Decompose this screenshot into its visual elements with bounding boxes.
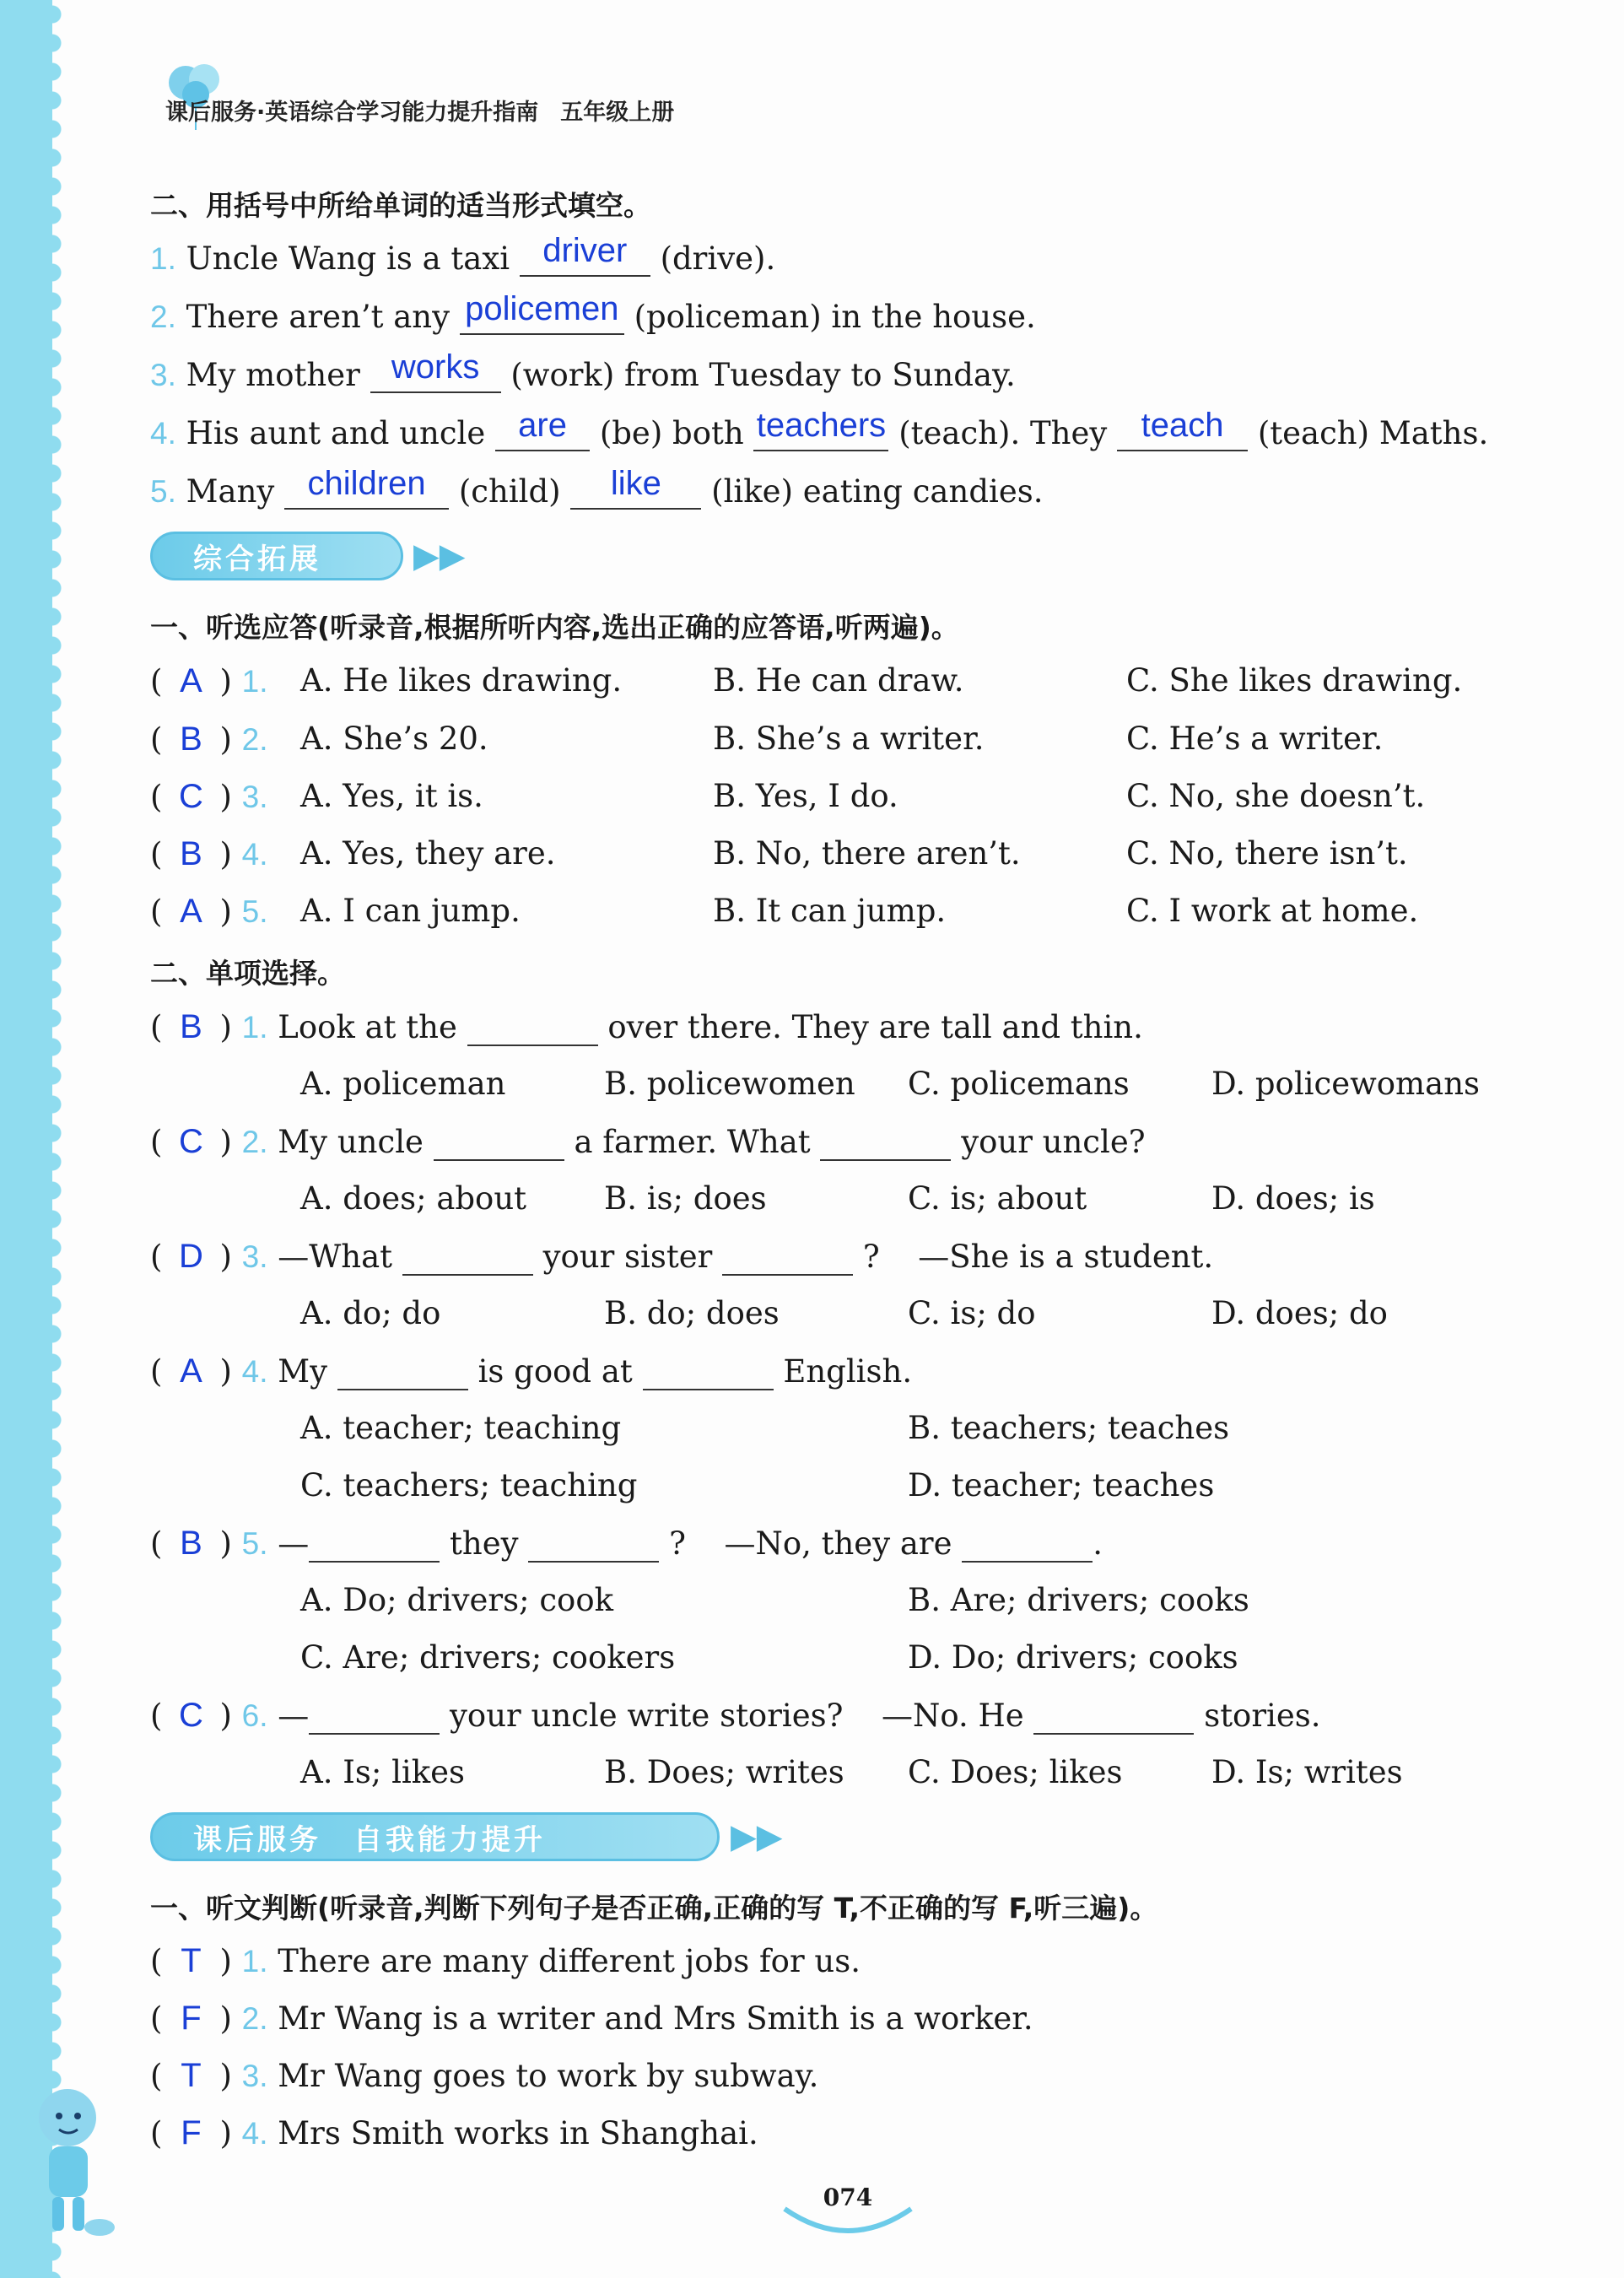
option-d: D. Is; writes: [1211, 1754, 1403, 1790]
answer-blank: [753, 407, 888, 451]
option-c: C. is; do: [908, 1295, 1036, 1331]
option-c: C. Are; drivers; cookers: [300, 1639, 676, 1676]
item-number: 3.: [150, 358, 176, 392]
option-c: C. Does; likes: [908, 1754, 1123, 1790]
option-d: D. Do; drivers; cooks: [908, 1639, 1238, 1676]
option-a: A. do; do: [300, 1295, 441, 1331]
question-text: —: [278, 1525, 310, 1562]
answer-text: D: [178, 1238, 203, 1275]
option-d: D. teacher; teaches: [908, 1467, 1215, 1503]
answer-blank: [570, 465, 701, 510]
item-number: 4.: [241, 1354, 268, 1389]
option-c: C. No, she doesn’t.: [1126, 778, 1426, 814]
answer-text: B: [180, 721, 202, 758]
page-number: 074: [823, 2184, 873, 2211]
answer-text: C: [178, 1123, 203, 1160]
question-text: English.: [783, 1353, 913, 1390]
item-text: (like) eating candies.: [711, 473, 1044, 510]
option-b: B. Yes, I do.: [713, 778, 898, 814]
option-b: B. It can jump.: [713, 893, 947, 929]
item-number: 1.: [150, 241, 176, 276]
blank-line: [528, 1529, 659, 1563]
item-text: There aren’t any: [186, 299, 451, 335]
section-heading-listen-judge: 一、听文判断(听录音,判断下列句子是否正确,正确的写 T,不正确的写 F,听三遍)。: [150, 1892, 1158, 1924]
question-text: ?: [669, 1525, 686, 1562]
section-heading-fill: 二、用括号中所给单词的适当形式填空。: [150, 189, 651, 222]
judge-item-4: ( F ) 4. Mrs Smith works in Shanghai.: [150, 2114, 758, 2151]
option-a: A. I can jump.: [300, 893, 521, 929]
blank-line: [962, 1529, 1093, 1563]
fill-item-1: [150, 232, 776, 277]
option-a: A. policeman: [300, 1066, 506, 1102]
blank-line: [467, 1012, 598, 1046]
fill-item-3: [150, 348, 1016, 393]
answer-blank: [460, 290, 624, 335]
answer-text: C: [178, 778, 203, 815]
blank-line: [820, 1127, 951, 1161]
listen-item-2: ( B ) 2.: [150, 721, 268, 758]
listen-item-1: ( A ) 1.: [150, 662, 268, 699]
stripe-wavy-edge: [52, 0, 71, 2278]
blank-line: [337, 1357, 468, 1390]
answer-text: are: [518, 407, 567, 444]
cartoon-child-icon: [15, 2076, 125, 2244]
option-c: C. I work at home.: [1126, 893, 1419, 929]
answer-blank: [520, 232, 650, 277]
option-a: A. teacher; teaching: [300, 1410, 622, 1446]
item-number: 4.: [150, 416, 176, 451]
item-number: 1.: [241, 1010, 268, 1045]
answer-text: B: [180, 1525, 202, 1562]
answer-text: T: [181, 1942, 202, 1979]
fill-item-4: [150, 407, 1489, 451]
section-heading-single-choice: 二、单项选择。: [150, 957, 345, 990]
option-a: A. does; about: [300, 1180, 527, 1217]
question-text: your sister: [542, 1239, 713, 1275]
option-b: B. She’s a writer.: [713, 721, 985, 757]
option-a: A. Yes, it is.: [300, 778, 483, 814]
question-text: —What: [278, 1239, 393, 1275]
section-heading-listen-choose: 一、听选应答(听录音,根据所听内容,选出正确的应答语,听两遍)。: [150, 611, 959, 644]
question-text: —No. He: [881, 1698, 1024, 1734]
option-a: A. Do; drivers; cook: [300, 1582, 614, 1618]
answer-text: B: [180, 835, 202, 872]
blank-line: [309, 1529, 440, 1563]
choice-question-3: ( D ) 3. —What your sister ? —She is a student.: [150, 1238, 1214, 1275]
item-number: 5.: [241, 1526, 268, 1561]
option-b: B. policewomen: [604, 1066, 855, 1102]
choice-question-5: ( B ) 5. — they ? —No, they are .: [150, 1525, 1103, 1562]
answer-text: C: [178, 1697, 203, 1734]
option-b: B. He can draw.: [713, 662, 964, 699]
option-c: C. He’s a writer.: [1126, 721, 1384, 757]
item-text: (teach) Maths.: [1257, 415, 1489, 451]
option-d: D. does; do: [1211, 1295, 1388, 1331]
question-text: a farmer. What: [574, 1124, 811, 1160]
question-text: your uncle write stories?: [450, 1698, 844, 1734]
item-text: (work) from Tuesday to Sunday.: [510, 357, 1016, 393]
option-c: C. is; about: [908, 1180, 1087, 1217]
question-text: your uncle?: [961, 1124, 1146, 1160]
answer-text: works: [391, 348, 480, 386]
item-text: (be) both: [599, 415, 744, 451]
listen-item-3: ( C ) 3.: [150, 778, 268, 815]
question-text: —No, they are: [724, 1525, 952, 1562]
question-text: .: [1093, 1525, 1103, 1562]
item-number: 4.: [241, 837, 268, 872]
question-text: My uncle: [278, 1124, 424, 1160]
item-number: 2.: [241, 2001, 268, 2036]
answer-text: B: [180, 1008, 202, 1045]
item-text: (policeman) in the house.: [634, 299, 1036, 335]
item-number: 5.: [150, 474, 176, 509]
answer-blank: [284, 465, 449, 510]
listen-item-4: ( B ) 4.: [150, 835, 268, 872]
answer-text: F: [181, 2114, 202, 2151]
item-text: (child): [458, 473, 561, 510]
choice-question-2: ( C ) 2. My uncle a farmer. What your uncle?: [150, 1123, 1146, 1160]
double-arrow-icon: ▶▶: [413, 537, 466, 575]
statement-text: Mrs Smith works in Shanghai.: [278, 2115, 758, 2151]
option-b: B. do; does: [604, 1295, 780, 1331]
question-text: stories.: [1204, 1698, 1321, 1734]
answer-blank: [1117, 407, 1248, 451]
page-number-arc-icon: [776, 2194, 920, 2244]
double-arrow-icon: ▶▶: [731, 1817, 783, 1856]
page-header: [165, 84, 674, 135]
item-number: 4.: [241, 2116, 268, 2151]
option-b: B. is; does: [604, 1180, 767, 1217]
answer-text: A: [180, 893, 202, 930]
option-c: C. teachers; teaching: [300, 1467, 638, 1503]
question-text: is good at: [477, 1353, 633, 1390]
question-text: ?: [862, 1239, 880, 1275]
option-a: A. Is; likes: [300, 1754, 466, 1790]
book-title: 课后服务·英语综合学习能力提升指南: [165, 99, 539, 126]
left-decorative-stripe: [0, 0, 52, 2278]
blank-line: [643, 1357, 774, 1390]
item-number: 3.: [241, 780, 268, 814]
item-text: Many: [186, 473, 275, 510]
item-number: 1.: [241, 664, 268, 699]
item-number: 3.: [241, 2059, 268, 2093]
fill-item-2: [150, 290, 1036, 335]
judge-item-1: ( T ) 1. There are many different jobs for us.: [150, 1942, 861, 1979]
item-number: 2.: [241, 722, 268, 757]
option-c: C. She likes drawing.: [1126, 662, 1463, 699]
grade-label: 五年级上册: [560, 99, 675, 126]
option-d: D. does; is: [1211, 1180, 1375, 1217]
statement-text: Mr Wang is a writer and Mrs Smith is a worker.: [278, 2000, 1033, 2037]
answer-blank: [495, 407, 590, 451]
answer-text: driver: [542, 232, 628, 269]
question-text: —: [278, 1698, 310, 1734]
item-text: (teach). They: [898, 415, 1108, 451]
option-a: A. He likes drawing.: [300, 662, 623, 699]
question-text: they: [450, 1525, 519, 1562]
item-number: 5.: [241, 894, 268, 929]
option-d: D. policewomans: [1211, 1066, 1481, 1102]
answer-text: teach: [1141, 407, 1224, 444]
item-number: 3.: [241, 1239, 268, 1274]
item-text: His aunt and uncle: [186, 415, 486, 451]
answer-text: A: [180, 662, 202, 699]
choice-question-6: ( C ) 6. — your uncle write stories? —No. He stories.: [150, 1697, 1321, 1734]
answer-text: policemen: [465, 290, 619, 327]
answer-text: F: [181, 2000, 202, 2037]
answer-text: A: [180, 1352, 202, 1390]
answer-blank: [370, 348, 501, 393]
blank-line: [1033, 1701, 1194, 1735]
item-number: 2.: [150, 300, 176, 334]
statement-text: Mr Wang goes to work by subway.: [278, 2058, 819, 2094]
blank-line: [309, 1701, 440, 1735]
option-b: B. Are; drivers; cooks: [908, 1582, 1249, 1618]
section-banner-extension: 综合拓展: [150, 532, 403, 580]
option-b: B. Does; writes: [604, 1754, 844, 1790]
section-banner-after-class: 课后服务 自我能力提升: [150, 1812, 720, 1861]
option-a: A. She’s 20.: [300, 721, 488, 757]
item-number: 1.: [241, 1944, 268, 1978]
option-b: B. No, there aren’t.: [713, 835, 1021, 872]
option-c: C. policemans: [908, 1066, 1130, 1102]
answer-text: T: [181, 2057, 202, 2094]
judge-item-2: ( F ) 2. Mr Wang is a writer and Mrs Smith is a worker.: [150, 2000, 1033, 2037]
question-text: Look at the: [278, 1009, 457, 1045]
item-text: (drive).: [660, 240, 776, 277]
choice-question-4: ( A ) 4. My is good at English.: [150, 1352, 913, 1390]
blank-line: [722, 1242, 853, 1276]
judge-item-3: ( T ) 3. Mr Wang goes to work by subway.: [150, 2057, 819, 2094]
option-a: A. Yes, they are.: [300, 835, 556, 872]
answer-text: like: [610, 465, 661, 502]
blank-line: [402, 1242, 533, 1276]
option-c: C. No, there isn’t.: [1126, 835, 1408, 872]
choice-question-1: ( B ) 1. Look at the over there. They are tall and thin.: [150, 1008, 1143, 1045]
blank-line: [434, 1127, 564, 1161]
item-text: Uncle Wang is a taxi: [186, 240, 510, 277]
item-text: My mother: [186, 357, 360, 393]
question-text: over there. They are tall and thin.: [607, 1009, 1143, 1045]
item-number: 2.: [241, 1125, 268, 1159]
listen-item-5: ( A ) 5.: [150, 893, 268, 930]
question-text: —She is a student.: [918, 1239, 1214, 1275]
item-number: 6.: [241, 1698, 268, 1733]
statement-text: There are many different jobs for us.: [278, 1943, 861, 1979]
option-b: B. teachers; teaches: [908, 1410, 1230, 1446]
question-text: My: [278, 1353, 328, 1390]
answer-text: children: [307, 465, 426, 502]
answer-text: teachers: [756, 407, 887, 444]
fill-item-5: [150, 465, 1044, 510]
